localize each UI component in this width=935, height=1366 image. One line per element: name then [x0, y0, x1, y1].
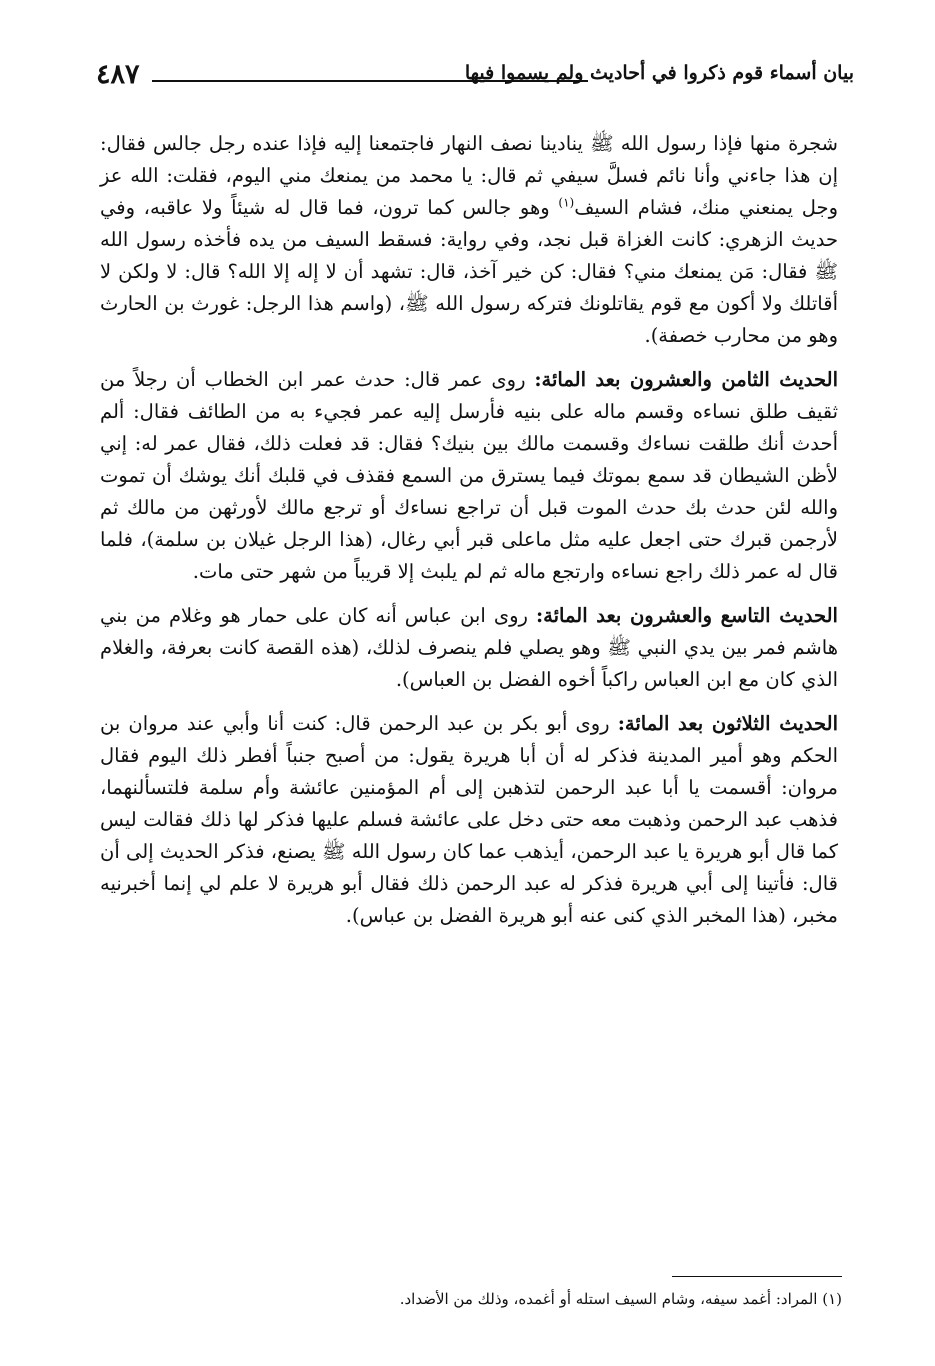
hadith-heading: الحديث التاسع والعشرون بعد المائة: [535, 604, 838, 627]
hadith-129-paragraph [100, 600, 838, 696]
footnote [296, 1288, 842, 1310]
footnote-text: المراد: أغمد سيفه، وشام السيف استله أو أغمده، وذلك من الأضداد. [399, 1290, 818, 1308]
paragraph-text-part-1: شجرة منها فإذا رسول الله ﷺ ينادينا نصف النهار فاجتمعنا إليه فإذا عنده رجل جالس فقال: إن هذا جاءني وأنا نائم فسلَّ سيفي ثم قال: يا محمد من يمنعك مني اليوم، فقلت: الله عز وجل يمنعني منك، فشام السيف [100, 132, 838, 219]
hadith-128-paragraph [100, 364, 838, 588]
hadith-heading: الحديث الثلاثون بعد المائة: [617, 712, 838, 735]
hadith-130-paragraph [100, 708, 838, 932]
hadith-text: روى ابن عباس أنه كان على حمار هو وغلام من بني هاشم فمر بين يدي النبي ﷺ وهو يصلي فلم ينصرف لذلك، (هذه القصة كانت بعرفة، والغلام الذي كان مع ابن العباس راكباً أخوه الفضل بن العباس). [100, 604, 838, 691]
hadith-heading: الحديث الثامن والعشرون بعد المائة: [534, 368, 838, 391]
body-text [100, 128, 838, 944]
running-title: بيان أسماء قوم ذكروا في أحاديث ولم يسموا فيها [464, 62, 854, 84]
footnote-rule [672, 1276, 842, 1277]
hadith-text: روى أبو بكر بن عبد الرحمن قال: كنت أنا وأبي عند مروان بن الحكم وهو أمير المدينة فذكر له أن أبا هريرة يقول: من أصبح جنباً أفطر ذلك اليوم فقال مروان: أقسمت يا أبا عبد الرحمن لتذهبن إلى أم المؤمنين عائشة وأم سلمة فلتسألنهما، فذهب عبد الرحمن وذهبت معه حتى دخل على عائشة فسلم عليها فذكر لها ذلك فقالت ليس كما قال أبو هريرة يا عبد الرحمن، أيذهب عما كان رسول الله ﷺ يصنع، فذكر الحديث إلى أن قال: فأتينا إلى أبي هريرة فذكر له عبد الرحمن ذلك فقال أبو هريرة لا علم لي إنما أخبرنيه مخبر، (هذا المخبر الذي كنى عنه أبو هريرة الفضل بن عباس). [100, 712, 838, 927]
paragraph-continuation [100, 128, 838, 352]
running-header [96, 58, 854, 98]
hadith-text: روى عمر قال: حدث عمر ابن الخطاب أن رجلاً من ثقيف طلق نساءه وقسم ماله على بنيه فأرسل إليه عمر فجيء به من الطائف فقال: ألم أحدث أنك طلقت نساءك وقسمت مالك بين بنيك؟ فقال: قد فعلت ذلك، فقال عمر له: إني لأظن الشيطان قد سمع بموتك فيما يسترق من السمع فقذف في قلبك أنك يوشك أن تموت والله لئن حدث بك حدث الموت قبل أن تراجع نساءك أو ترجع مالك لأورثهن من مالك ثم لأرجمن قبرك حتى اجعل عليه مثل ماعلى قبر أبي رغال، (هذا الرجل غيلان بن سلمة)، فلما قال له عمر ذلك راجع نساءه وارتجع ماله ثم لم يلبث إلا قريباً من شهر حتى مات. [100, 368, 838, 583]
paragraph-text-part-2: وهو جالس كما ترون، فما قال له شيئاً ولا عاقبه، وفي حديث الزهري: كانت الغزاة قبل نجد، وفي رواية: فسقط السيف من يده فأخذه رسول الله ﷺ فقال: مَن يمنعك مني؟ فقال: كن خير آخذ، قال: تشهد أن لا إله إلا الله؟ قال: لا ولكن لا أقاتلك ولا أكون مع قوم يقاتلونك فتركه رسول الله ﷺ، (واسم هذا الرجل: غورث بن الحارث وهو من محارب خصفة). [100, 196, 838, 347]
footnote-reference: (١) [558, 195, 575, 210]
page-number: ٤٨٧ [96, 59, 140, 90]
footnote-marker: (١) [822, 1290, 842, 1308]
